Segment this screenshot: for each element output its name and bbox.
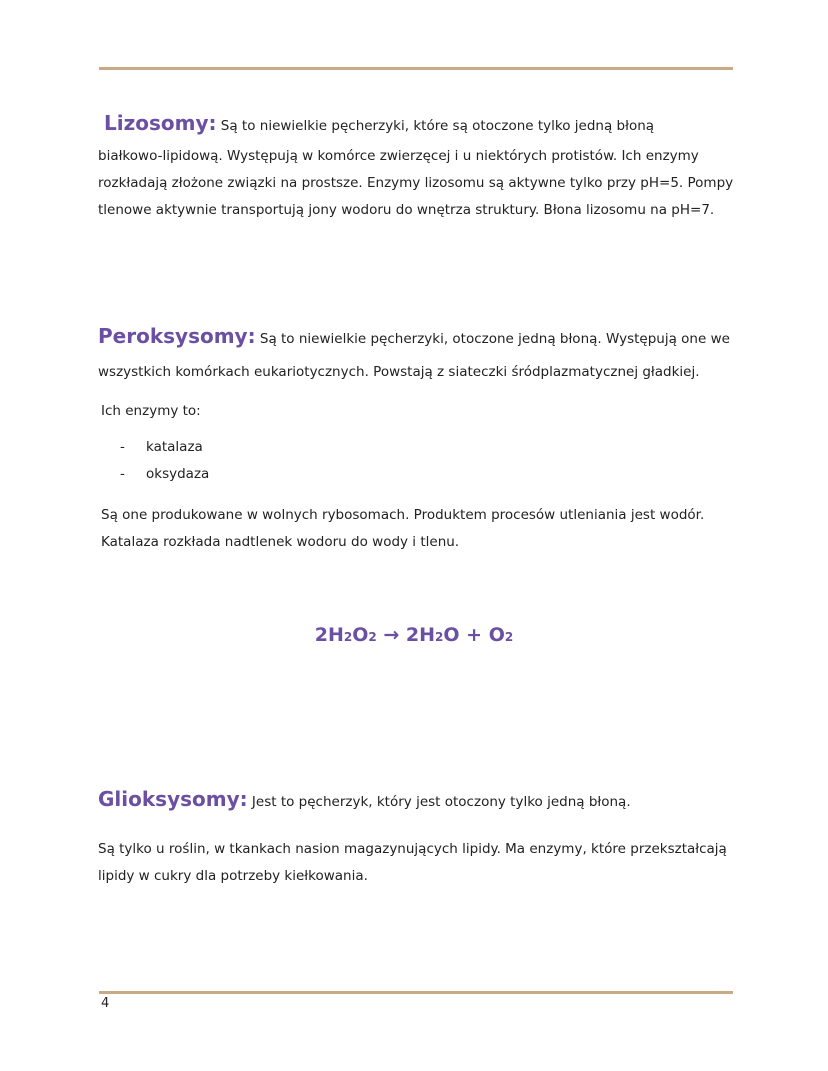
formula-subscript: 2 — [368, 630, 377, 644]
formula-subscript: 2 — [343, 630, 353, 644]
page-number: 4 — [101, 996, 110, 1011]
top-divider — [99, 67, 733, 70]
term-lizosomy: Lizosomy: — [104, 111, 217, 135]
list-item: - katalaza — [120, 439, 203, 455]
glioksysomy-body: Są tylko u roślin, w tkankach nasion magazynujących lipidy. Ma enzymy, które przekształcają lipidy w cukry dla potrzeby kiełkowania. — [98, 841, 727, 884]
formula-part: O — [443, 624, 460, 646]
lizosomy-intro-text: Są to niewielkie pęcherzyki, które są otoczone tylko jedną błoną — [216, 118, 655, 134]
section-lizosomy — [98, 110, 738, 224]
section-glioksysomy — [98, 786, 738, 890]
list-item: - oksydaza — [120, 466, 210, 482]
formula-part: 2H — [405, 624, 436, 646]
formula-part: 2H — [314, 624, 344, 646]
enzyme-oksydaza: oksydaza — [146, 466, 210, 482]
peroksysomy-intro — [98, 320, 738, 389]
enzyme-katalaza: katalaza — [146, 439, 203, 455]
term-glioksysomy: Glioksysomy: — [98, 787, 248, 811]
formula-part: O — [488, 624, 505, 646]
lizosomy-intro — [98, 110, 738, 140]
enzyme-list — [98, 434, 738, 488]
formula-subscript: 2 — [504, 630, 514, 644]
bottom-divider — [99, 991, 733, 994]
section-peroksysomy — [98, 320, 738, 556]
formula-subscript: 2 — [435, 630, 444, 644]
peroksysomy-intro-text: Są to niewielkie pęcherzyki, otoczone jedną błoną. Występują one we wszystkich komórkach eukariotycznych. Powstają z siateczki śródplazmatycznej gładkiej. — [98, 331, 730, 380]
peroksysomy-body: Są one produkowane w wolnych rybosomach. Produktem procesów utleniania jest wodór. Katalaza rozkłada nadtlenek wodoru do wody i tlenu. — [101, 507, 705, 550]
formula-arrow: → — [376, 624, 406, 646]
term-peroksysomy: Peroksysomy: — [98, 324, 256, 348]
chemical-equation — [0, 624, 828, 646]
glioksysomy-intro — [98, 786, 738, 816]
formula-part: O — [352, 624, 369, 646]
formula-plus: + — [459, 624, 489, 646]
glioksysomy-intro-text: Jest to pęcherzyk, który jest otoczony tylko jedną błoną. — [247, 794, 631, 810]
lizosomy-body: białkowo-lipidową. Występują w komórce zwierzęcej i u niektórych protistów. Ich enzymy rozkładają złożone związki na prostsze. Enzymy lizosomu są aktywne tylko przy pH=5. Pompy tlenowe aktywnie transportują jony wodoru do wnętrza struktury. Błona lizosomu na pH=7. — [98, 148, 734, 218]
enzymes-label: Ich enzymy to: — [101, 403, 201, 419]
